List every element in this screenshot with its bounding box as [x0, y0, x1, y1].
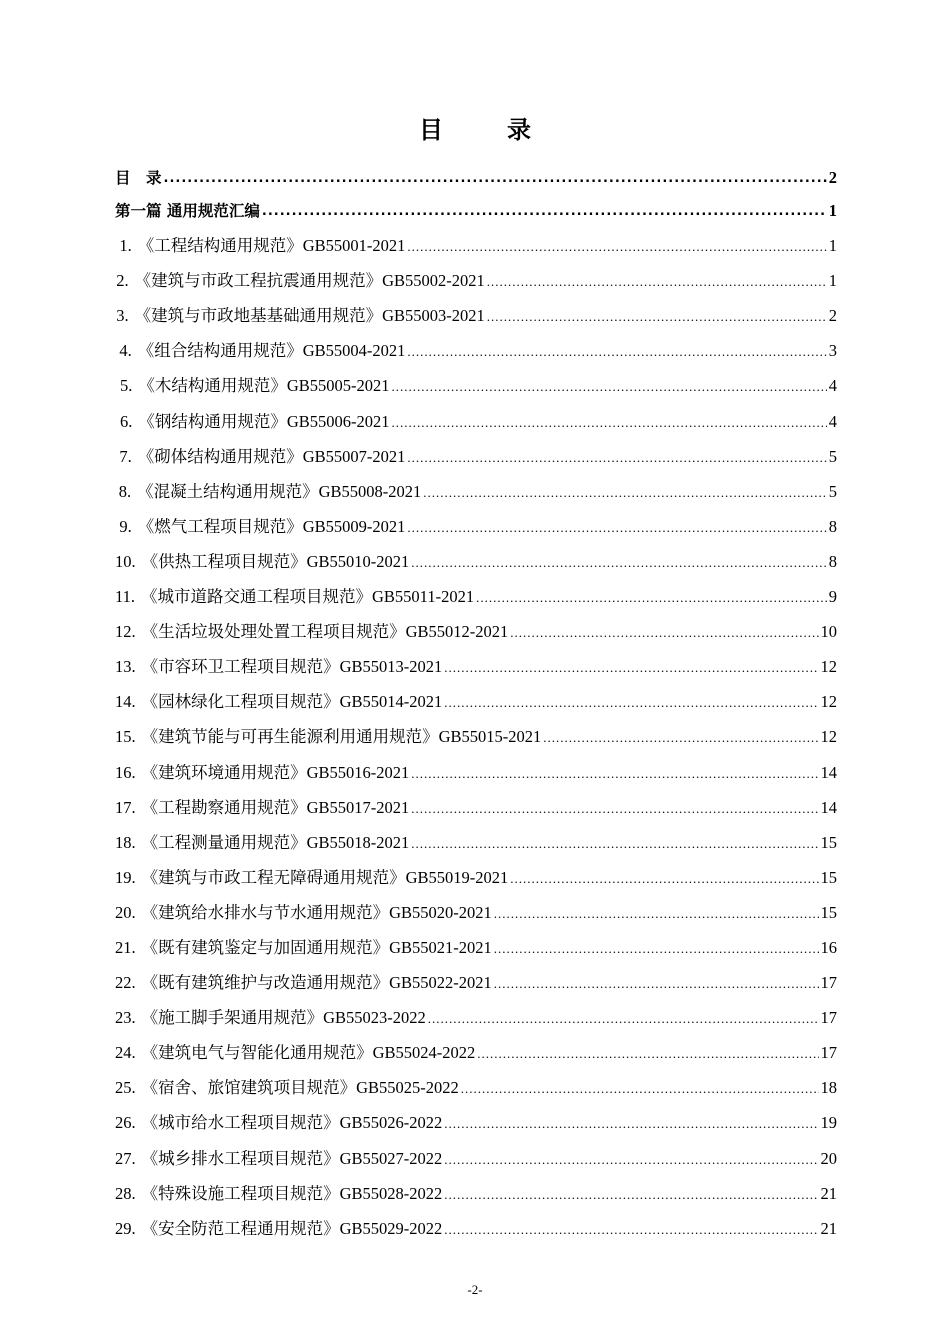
toc-entry-label: 《市容环卫工程项目规范》GB55013-2021 — [141, 657, 443, 677]
toc-entry-number: 24. — [115, 1043, 136, 1063]
dot-leader — [444, 661, 818, 677]
toc-entry-label: 《生活垃圾处理处置工程项目规范》GB55012-2021 — [141, 622, 509, 642]
toc-entry-label: 《既有建筑鉴定与加固通用规范》GB55021-2021 — [141, 937, 492, 957]
toc-entry-number: 1. — [119, 236, 132, 256]
toc-entry-label: 《园林绿化工程项目规范》GB55014-2021 — [141, 692, 443, 712]
toc-entry-number: 2. — [116, 271, 129, 291]
dot-leader — [487, 310, 827, 326]
toc-entry[interactable] — [115, 677, 837, 712]
toc-entry[interactable] — [115, 572, 837, 607]
dot-leader — [407, 345, 826, 361]
toc-page-number: 8 — [828, 551, 837, 571]
toc-page-number: 2 — [828, 168, 837, 187]
toc-entry-label: 《建筑电气与智能化通用规范》GB55024-2022 — [141, 1043, 476, 1063]
toc-entry-number: 19. — [115, 867, 136, 887]
dot-leader — [407, 240, 826, 256]
toc-entry[interactable] — [115, 432, 837, 467]
toc-page-number: 18 — [820, 1078, 837, 1098]
toc-entry[interactable] — [115, 537, 837, 572]
toc-entry-number: 12. — [115, 622, 136, 642]
toc-heading-contents[interactable] — [115, 155, 837, 188]
toc-entry[interactable] — [115, 712, 837, 747]
toc-entry[interactable] — [115, 502, 837, 537]
toc-entry-number: 9. — [119, 516, 132, 536]
toc-entry-number: 7. — [119, 446, 132, 466]
toc-entry-number: 17. — [115, 797, 136, 817]
toc-page-number: 8 — [828, 516, 837, 536]
toc-page-number: 2 — [828, 306, 837, 326]
toc-page-number: 15 — [820, 867, 837, 887]
page-title: 目 录 — [419, 116, 551, 144]
page-footer-number: -2- — [467, 1282, 483, 1297]
toc-entry[interactable] — [115, 1098, 837, 1133]
table-of-contents — [115, 155, 837, 1239]
dot-leader — [411, 837, 818, 853]
dot-leader — [444, 696, 818, 712]
toc-page-number: 1 — [828, 236, 837, 256]
dot-leader — [487, 275, 827, 291]
dot-leader — [164, 172, 827, 188]
toc-entry-number: 29. — [115, 1218, 136, 1238]
toc-entry-label: 《供热工程项目规范》GB55010-2021 — [141, 551, 410, 571]
toc-page-number: 12 — [820, 727, 837, 747]
toc-entry-number: 13. — [115, 657, 136, 677]
toc-page-number: 1 — [828, 201, 837, 220]
dot-leader — [444, 1223, 818, 1239]
dot-leader — [262, 205, 827, 221]
toc-entry[interactable] — [115, 923, 837, 958]
dot-leader — [428, 1012, 819, 1028]
dot-leader — [510, 872, 818, 888]
dot-leader — [411, 767, 818, 783]
toc-page-number: 17 — [820, 1008, 837, 1028]
toc-entry[interactable] — [115, 642, 837, 677]
toc-page-number: 9 — [828, 587, 837, 607]
toc-entry-label: 《建筑给水排水与节水通用规范》GB55020-2021 — [141, 902, 492, 922]
toc-entry-label: 《建筑与市政工程无障碍通用规范》GB55019-2021 — [141, 867, 509, 887]
toc-page-number: 14 — [820, 762, 837, 782]
toc-entry[interactable] — [115, 326, 837, 361]
toc-entry[interactable] — [115, 607, 837, 642]
toc-entry-label: 《安全防范工程通用规范》GB55029-2022 — [141, 1218, 443, 1238]
toc-entry-label: 《城市给水工程项目规范》GB55026-2022 — [141, 1113, 443, 1133]
toc-page-number: 15 — [820, 832, 837, 852]
toc-page-number: 21 — [820, 1218, 837, 1238]
toc-page-number: 16 — [820, 937, 837, 957]
toc-entry-label: 《城市道路交通工程项目规范》GB55011-2021 — [141, 587, 475, 607]
dot-leader — [476, 591, 827, 607]
toc-entry[interactable] — [115, 747, 837, 782]
dot-leader — [461, 1082, 819, 1098]
dot-leader — [494, 907, 819, 923]
toc-page-number: 20 — [820, 1148, 837, 1168]
toc-entry-label: 《木结构通用规范》GB55005-2021 — [138, 376, 390, 396]
toc-heading-part-one[interactable] — [115, 188, 837, 221]
toc-entry[interactable] — [115, 396, 837, 431]
toc-entry[interactable] — [115, 1063, 837, 1098]
toc-page-number: 15 — [820, 902, 837, 922]
toc-entry-label: 《混凝土结构通用规范》GB55008-2021 — [137, 481, 422, 501]
toc-entry[interactable] — [115, 361, 837, 396]
toc-entry-label: 《燃气工程项目规范》GB55009-2021 — [137, 516, 406, 536]
toc-entry[interactable] — [115, 221, 837, 256]
toc-page-number: 1 — [828, 271, 837, 291]
toc-entry-number: 11. — [115, 587, 136, 607]
toc-entry[interactable] — [115, 853, 837, 888]
toc-entry-number: 20. — [115, 902, 136, 922]
toc-page-number: 21 — [820, 1183, 837, 1203]
toc-entry-number: 5. — [119, 376, 133, 396]
toc-entry-number: 3. — [116, 306, 129, 326]
toc-entry-label: 《建筑环境通用规范》GB55016-2021 — [141, 762, 410, 782]
toc-entry[interactable] — [115, 958, 837, 993]
toc-entry[interactable] — [115, 888, 837, 923]
toc-entry[interactable] — [115, 256, 837, 291]
toc-heading-label: 目 录 — [115, 169, 162, 187]
toc-entry-label: 《施工脚手架通用规范》GB55023-2022 — [141, 1008, 426, 1028]
toc-page-number: 12 — [820, 692, 837, 712]
toc-entry-number: 28. — [115, 1183, 136, 1203]
toc-page-number: 17 — [820, 1043, 837, 1063]
dot-leader — [444, 1153, 818, 1169]
toc-entry-number: 22. — [115, 973, 136, 993]
toc-entry-label: 《宿舍、旅馆建筑项目规范》GB55025-2022 — [141, 1078, 459, 1098]
dot-leader — [392, 416, 827, 432]
dot-leader — [411, 802, 818, 818]
toc-entry-number: 16. — [115, 762, 136, 782]
toc-entry-label: 《城乡排水工程项目规范》GB55027-2022 — [141, 1148, 443, 1168]
toc-entry-number: 15. — [115, 727, 136, 747]
toc-entry-number: 21. — [115, 937, 136, 957]
toc-entry[interactable] — [115, 291, 837, 326]
toc-page-number: 10 — [820, 622, 837, 642]
dot-leader — [510, 626, 818, 642]
toc-entry-label: 《工程测量通用规范》GB55018-2021 — [141, 832, 410, 852]
toc-page-number: 4 — [828, 411, 837, 431]
toc-entry-number: 23. — [115, 1008, 136, 1028]
dot-leader — [494, 977, 819, 993]
toc-page-number: 5 — [828, 481, 837, 501]
dot-leader — [392, 380, 827, 396]
toc-heading-label: 第一篇 通用规范汇编 — [115, 202, 260, 220]
toc-entry[interactable] — [115, 1028, 837, 1063]
dot-leader — [477, 1047, 818, 1063]
toc-entry[interactable] — [115, 783, 837, 818]
toc-entry-label: 《组合结构通用规范》GB55004-2021 — [137, 341, 406, 361]
toc-page-number: 19 — [820, 1113, 837, 1133]
toc-entry-number: 27. — [115, 1148, 136, 1168]
toc-entry[interactable] — [115, 467, 837, 502]
toc-entry[interactable] — [115, 1133, 837, 1168]
toc-entry-number: 6. — [119, 411, 133, 431]
toc-entry-number: 26. — [115, 1113, 136, 1133]
toc-entry-number: 18. — [115, 832, 136, 852]
dot-leader — [543, 731, 818, 747]
dot-leader — [407, 451, 826, 467]
toc-entry[interactable] — [115, 818, 837, 853]
toc-entry-label: 《特殊设施工程项目规范》GB55028-2022 — [141, 1183, 443, 1203]
toc-page-number: 17 — [820, 973, 837, 993]
toc-page-number: 5 — [828, 446, 837, 466]
toc-entry-label: 《钢结构通用规范》GB55006-2021 — [138, 411, 390, 431]
toc-entry-number: 4. — [119, 341, 132, 361]
toc-entry-label: 《工程结构通用规范》GB55001-2021 — [137, 236, 406, 256]
toc-entry-number: 25. — [115, 1078, 136, 1098]
toc-entry-number: 10. — [115, 551, 136, 571]
dot-leader — [411, 556, 826, 572]
toc-entry-number: 8. — [118, 481, 132, 501]
dot-leader — [423, 486, 826, 502]
toc-entry-label: 《建筑节能与可再生能源利用通用规范》GB55015-2021 — [141, 727, 542, 747]
dot-leader — [494, 942, 819, 958]
dot-leader — [407, 521, 826, 537]
toc-page-number: 14 — [820, 797, 837, 817]
toc-entry[interactable] — [115, 1169, 837, 1204]
toc-page-number: 12 — [820, 657, 837, 677]
dot-leader — [444, 1117, 818, 1133]
toc-entry-label: 《建筑与市政地基基础通用规范》GB55003-2021 — [134, 306, 485, 326]
toc-page-number: 4 — [828, 376, 837, 396]
toc-entry-label: 《砌体结构通用规范》GB55007-2021 — [137, 446, 406, 466]
toc-page-number: 3 — [828, 341, 837, 361]
toc-entry-label: 《工程勘察通用规范》GB55017-2021 — [141, 797, 410, 817]
toc-entry-number: 14. — [115, 692, 136, 712]
dot-leader — [444, 1188, 818, 1204]
toc-entry[interactable] — [115, 1204, 837, 1239]
toc-entry-label: 《既有建筑维护与改造通用规范》GB55022-2021 — [141, 973, 492, 993]
toc-entry-label: 《建筑与市政工程抗震通用规范》GB55002-2021 — [134, 271, 485, 291]
toc-entry[interactable] — [115, 993, 837, 1028]
